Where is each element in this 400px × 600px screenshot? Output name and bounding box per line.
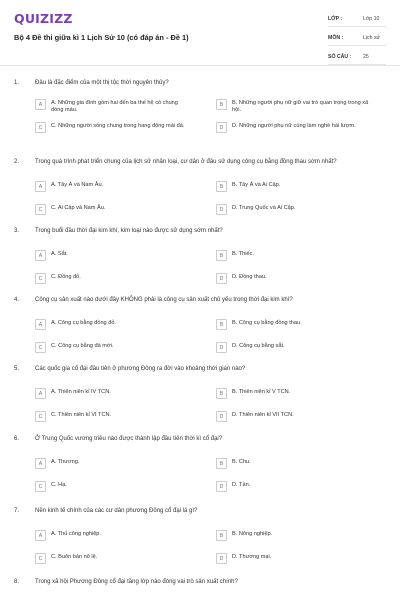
answer-option-b[interactable]: [216, 250, 371, 261]
option-letter-box: D: [216, 122, 227, 133]
answer-option-c[interactable]: [35, 411, 190, 422]
option-letter-box: B: [216, 319, 227, 330]
meta-subject-row: [328, 31, 386, 46]
answer-option-a[interactable]: [35, 458, 190, 469]
option-letter-box: C: [35, 122, 46, 133]
option-letter-box: B: [216, 250, 227, 261]
option-text: A. Tây Á và Nam Âu.: [51, 182, 104, 188]
option-letter-box: B: [216, 388, 227, 399]
option-text: A. Công cụ bằng đồng đỏ.: [51, 320, 117, 326]
question-text: Trong buổi đầu thời đại kim khí, kim loại nào được sử dụng sớm nhất?: [35, 228, 223, 234]
question-number: 6.: [14, 436, 20, 442]
meta-class-value: Lớp 10: [363, 16, 380, 22]
option-text: C. Những người sống chung trong hang động mái đá.: [51, 123, 185, 129]
question-text: Các quốc gia cổ đại đầu tiên ở phương Đông ra đời vào khoảng thời gian nào?: [35, 366, 246, 372]
option-text: D. Trung Quốc và Ai Cập.: [232, 205, 296, 211]
option-text: A. Thiên niên kỉ IV TCN.: [51, 389, 111, 395]
answer-option-c[interactable]: [35, 122, 190, 133]
option-letter-box: D: [216, 273, 227, 284]
question-number: 5.: [14, 366, 20, 372]
answer-option-a[interactable]: [35, 388, 190, 399]
answer-option-b[interactable]: [216, 458, 371, 469]
question-text: Công cụ sản xuất nào dưới đây KHÔNG phải là công cụ sản xuất chủ yếu trong thời đại kim khí?: [35, 297, 293, 303]
option-text: B. Công cụ bằng đồng thau.: [232, 320, 302, 326]
answer-option-b[interactable]: [216, 388, 371, 399]
question-number: 4.: [14, 297, 20, 303]
option-letter-box: C: [35, 411, 46, 422]
option-letter-box: D: [216, 342, 227, 353]
answer-option-a[interactable]: [35, 319, 190, 330]
answer-option-d[interactable]: [216, 122, 371, 133]
answer-option-d[interactable]: [216, 342, 371, 353]
option-text: D. Thiên niên kỉ VII TCN.: [232, 412, 294, 418]
answer-option-d[interactable]: [216, 553, 371, 564]
question-number: 2.: [14, 159, 20, 165]
option-text: C. Đồng đỏ.: [51, 274, 81, 280]
meta-subject-label: MÔN :: [328, 35, 344, 41]
option-letter-box: A: [35, 388, 46, 399]
option-text: D. Những người phụ nữ cùng làm nghề hái lượm.: [232, 123, 356, 129]
option-letter-box: A: [35, 458, 46, 469]
option-text: D. Công cụ bằng sắt.: [232, 343, 285, 349]
option-letter-box: B: [216, 181, 227, 192]
option-letter-box: D: [216, 481, 227, 492]
answer-option-b[interactable]: [216, 181, 371, 192]
option-letter-box: A: [35, 530, 46, 541]
option-text: B. Tây Á và Ai Cập.: [232, 182, 281, 188]
option-text: A. Những gia đình gồm hai đến ba thế hệ có chung dòng máu.: [51, 100, 178, 113]
option-letter-box: B: [216, 99, 227, 110]
option-text: C. Thiên niên kỉ VI TCN.: [51, 412, 112, 418]
option-letter-box: B: [216, 458, 227, 469]
option-text: C. Buôn bán nô lệ.: [51, 554, 98, 560]
option-text: B. Thiếc.: [232, 251, 254, 257]
option-text: C. Hạ.: [51, 482, 67, 488]
answer-option-d[interactable]: [216, 204, 371, 215]
header-divider: [0, 65, 400, 66]
question-number: 3.: [14, 228, 20, 234]
option-text: A. Thủ công nghiệp.: [51, 531, 101, 537]
answer-option-d[interactable]: [216, 481, 371, 492]
option-text: D. Tần.: [232, 482, 251, 488]
option-text: D. Đồng thau.: [232, 274, 267, 280]
meta-class-label: LỚP :: [328, 16, 343, 22]
option-letter-box: C: [35, 553, 46, 564]
option-text: A. Sắt.: [51, 251, 68, 257]
option-letter-box: C: [35, 204, 46, 215]
option-letter-box: A: [35, 181, 46, 192]
answer-option-c[interactable]: [35, 553, 190, 564]
option-text: C. Công cụ bằng đá mới.: [51, 343, 114, 349]
quizizz-logo: QUIZIZZ: [14, 11, 73, 26]
page-header: [0, 0, 400, 66]
option-letter-box: C: [35, 342, 46, 353]
meta-subject-value: Lịch sử: [363, 35, 381, 41]
question-text: Nền kinh tế chính của các cư dân phương Đông cổ đại là gì?: [35, 508, 198, 514]
answer-option-c[interactable]: [35, 273, 190, 284]
question-text: Đâu là đặc điểm của một thị tộc thời nguyên thủy?: [35, 80, 169, 86]
option-letter-box: D: [216, 553, 227, 564]
option-letter-box: A: [35, 250, 46, 261]
meta-count-label: SỐ CÂU :: [328, 54, 352, 60]
answer-option-c[interactable]: [35, 342, 190, 353]
answer-option-a[interactable]: [35, 99, 190, 114]
option-letter-box: D: [216, 411, 227, 422]
question-number: 7.: [14, 508, 20, 514]
answer-option-c[interactable]: [35, 204, 190, 215]
answer-option-b[interactable]: [216, 99, 371, 114]
option-letter-box: C: [35, 481, 46, 492]
option-letter-box: A: [35, 319, 46, 330]
answer-option-d[interactable]: [216, 273, 371, 284]
option-text: D. Thương mại.: [232, 554, 272, 560]
answer-option-b[interactable]: [216, 319, 371, 330]
option-letter-box: A: [35, 99, 46, 110]
quiz-title: Bộ 4 Đề thi giữa kì 1 Lịch Sử 10 (có đáp án - Đề 1): [14, 33, 189, 42]
question-number: 1.: [14, 80, 20, 86]
meta-box: [328, 12, 386, 69]
question-text: Trong quá trình phát triển chung của lịch sử nhân loại, cư dân ở đâu sử dụng công cụ bằng đồng thau sớm nhất?: [35, 159, 337, 165]
answer-option-c[interactable]: [35, 481, 190, 492]
answer-option-d[interactable]: [216, 411, 371, 422]
meta-count-row: [328, 50, 386, 65]
option-text: B. Nông nghiệp.: [232, 531, 273, 537]
answer-option-a[interactable]: [35, 181, 190, 192]
answer-option-a[interactable]: [35, 250, 190, 261]
option-text: B. Thiên niên kỉ V TCN.: [232, 389, 291, 395]
option-letter-box: C: [35, 273, 46, 284]
option-letter-box: B: [216, 530, 227, 541]
meta-class-row: [328, 12, 386, 27]
answer-option-b[interactable]: [216, 530, 371, 541]
question-text: Ở Trung Quốc vương triều nào được thành lập đầu tiên thời kì cổ đại?: [35, 436, 223, 442]
option-text: C. Ai Cập và Nam Âu.: [51, 205, 106, 211]
option-text: B. Chu.: [232, 459, 251, 465]
option-text: A. Thương.: [51, 459, 80, 465]
question-text: Trong xã hội Phương Đông cổ đại tầng lớp nào đóng vai trò sản xuất chính?: [35, 579, 238, 585]
question-number: 8.: [14, 579, 20, 585]
option-letter-box: D: [216, 204, 227, 215]
option-text: B. Những người phụ nữ giữ vai trò quan trọng trong xã hội.: [232, 100, 369, 113]
meta-count-value: 25: [363, 54, 369, 60]
answer-option-a[interactable]: [35, 530, 190, 541]
